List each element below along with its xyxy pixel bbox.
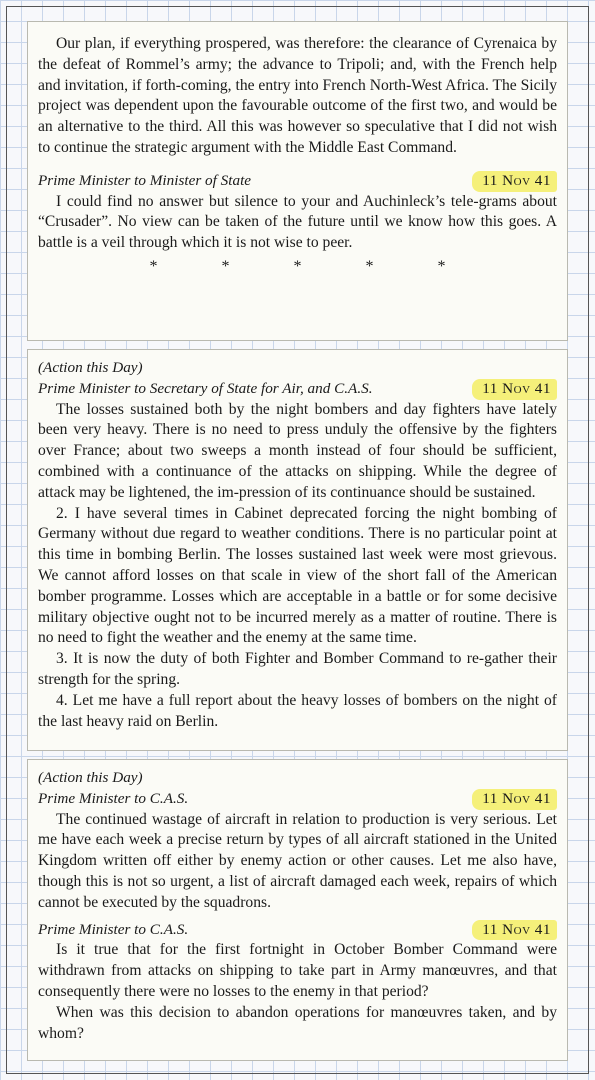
minute-2-paragraph-3: 3. It is now the duty of both Fighter and Bomber Command to re-gather their strength for the spring.	[38, 650, 557, 688]
minute-1-heading-row	[38, 171, 557, 192]
minute-3-heading: Prime Minister to C.A.S.	[38, 789, 189, 807]
minute-3-heading-row	[38, 789, 557, 810]
minute-3-paragraph-1: The continued wastage of aircraft in relation to production is very serious. Let me have each week a precise return by types of all aircraft stationed in the United Kingdom written off either by enemy action or other causes. Let me also have, though this is not so urgent, a list of aircraft damaged each week, repairs of which cannot be executed by the squadrons.	[38, 810, 557, 911]
minute-1-date: 11 Nov 41	[472, 171, 557, 192]
section-separator: * * * * *	[149, 257, 476, 275]
clipping-2	[28, 350, 567, 750]
clipping-1	[28, 22, 567, 340]
minute-2-paragraph-1: The losses sustained both by the night bombers and day fighters have lately been very heavy. There is no need to press unduly the offensive by the fighters over France; about two sweeps a month instead of four should be sufficient, combined with a continuance of the attacks on shipping. While the degree of attack may be lightened, the im-pression of its continuance should be sustained.	[38, 400, 557, 501]
minute-2-action: (Action this Day)	[38, 359, 143, 376]
minute-4-heading-row	[38, 920, 557, 941]
minute-1-heading: Prime Minister to Minister of State	[38, 171, 252, 189]
minute-4-paragraph-1: Is it true that for the first fortnight in October Bomber Command were withdrawn from attacks on shipping to take part in Army manœuvres, and that consequently there were no losses to the enemy in that period?	[38, 941, 557, 1000]
minute-2-paragraph-2: 2. I have several times in Cabinet deprecated forcing the night bombing of Germany without due regard to weather conditions. There is no particular point at this time in bombing Berlin. The losses sustained last week were most grievous. We cannot afford losses on that scale in view of the short fall of the American bomber programme. Losses which are acceptable in a battle or for some decisive military objective ought not to be incurred merely as a matter of routine. There is no need to fight the weather and the enemy at the same time.	[38, 504, 557, 647]
minute-2-paragraph-4: 4. Let me have a full report about the heavy losses of bombers on the night of the last heavy raid on Berlin.	[38, 691, 557, 730]
minute-2-heading-row	[38, 379, 557, 400]
minute-1-paragraph-1: I could find no answer but silence to your and Auchinleck’s tele-grams about “Crusader”. No view can be taken of the future until we know how this goes. A battle is a veil through which it is not wise to peer.	[38, 192, 557, 252]
minute-4-heading: Prime Minister to C.A.S.	[38, 920, 189, 938]
minute-3-date: 11 Nov 41	[472, 789, 557, 810]
intro-paragraph: Our plan, if everything prospered, was therefore: the clearance of Cyrenaica by the defeat of Rommel’s army; the advance to Tripoli; and, with the French help and invitation, if forth-coming, the entry into French North-West Africa. The Sicily project was dependent upon the favourable outcome of the first two, and would be an alternative to the third. All this was however so speculative that I did not wish to continue the strategic argument with the Middle East Command.	[38, 35, 557, 156]
clipping-3	[28, 760, 567, 1060]
minute-4-date: 11 Nov 41	[472, 920, 557, 941]
minute-3-action: (Action this Day)	[38, 769, 143, 786]
minute-2-heading: Prime Minister to Secretary of State for Air, and C.A.S.	[38, 379, 373, 397]
minute-2-date: 11 Nov 41	[472, 379, 557, 400]
minute-4-paragraph-2: When was this decision to abandon operations for manœuvres taken, and by whom?	[38, 1003, 557, 1042]
